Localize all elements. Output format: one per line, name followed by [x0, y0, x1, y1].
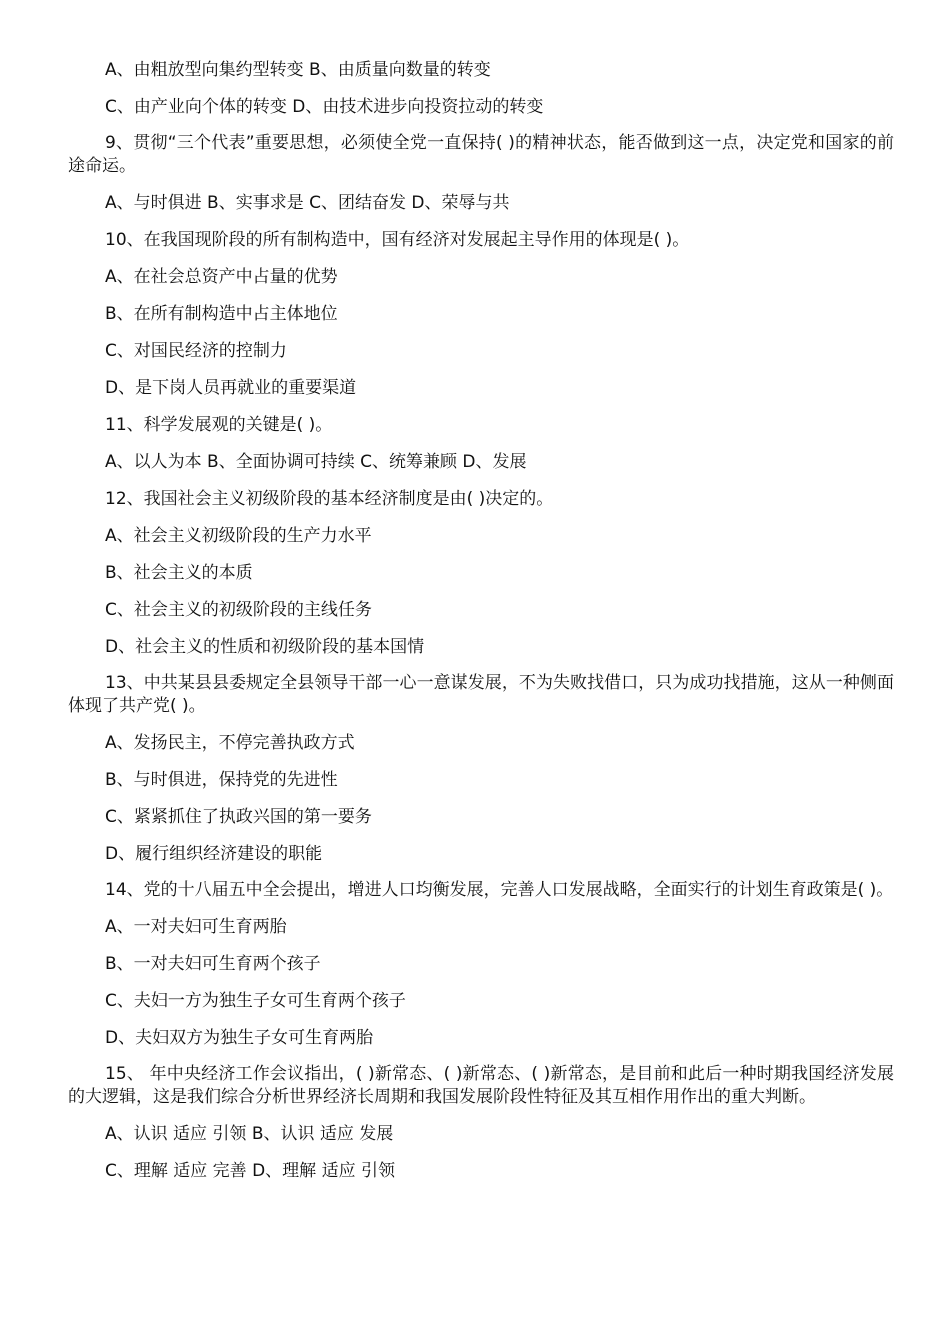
question-13: 13、中共某县县委规定全县领导干部一心一意谋发展，不为失败找借口，只为成功找措施，这从一种侧面体现了共产党( )。	[68, 673, 894, 716]
question-14: 14、党的十八届五中全会提出，增进人口均衡发展，完善人口发展战略，全面实行的计划生育政策是( )。	[105, 880, 894, 900]
option-line: A、社会主义初级阶段的生产力水平	[105, 526, 372, 546]
question-15: 15、 年中央经济工作会议指出，( )新常态、( )新常态、( )新常态，是目前和此后一种时期我国经济发展的大逻辑，这是我们综合分析世界经济长周期和我国发展阶段性特征及其互相作用作出的重大判断。	[68, 1064, 894, 1107]
option-line: A、一对夫妇可生育两胎	[105, 917, 287, 937]
question-9: 9、贯彻“三个代表”重要思想，必须使全党一直保持( )的精神状态，能否做到这一点，决定党和国家的前途命运。	[68, 133, 894, 176]
option-line: D、履行组织经济建设的职能	[105, 844, 323, 864]
option-line: C、理解 适应 完善 D、理解 适应 引领	[105, 1161, 395, 1181]
option-line: C、由产业向个体的转变 D、由技术进步向投资拉动的转变	[105, 97, 544, 117]
option-line: D、社会主义的性质和初级阶段的基本国情	[105, 637, 425, 657]
option-line: C、夫妇一方为独生子女可生育两个孩子	[105, 991, 406, 1011]
option-line: A、与时俱进 B、实事求是 C、团结奋发 D、荣辱与共	[105, 193, 510, 213]
option-line: B、社会主义的本质	[105, 563, 253, 583]
option-line: A、认识 适应 引领 B、认识 适应 发展	[105, 1124, 394, 1144]
option-line: D、夫妇双方为独生子女可生育两胎	[105, 1028, 374, 1048]
option-line: B、在所有制构造中占主体地位	[105, 304, 338, 324]
option-line: C、社会主义的初级阶段的主线任务	[105, 600, 372, 620]
option-line: A、由粗放型向集约型转变 B、由质量向数量的转变	[105, 60, 491, 80]
option-line: B、一对夫妇可生育两个孩子	[105, 954, 321, 974]
option-line: C、紧紧抓住了执政兴国的第一要务	[105, 807, 372, 827]
option-line: C、对国民经济的控制力	[105, 341, 287, 361]
option-line: D、是下岗人员再就业的重要渠道	[105, 378, 357, 398]
question-12: 12、我国社会主义初级阶段的基本经济制度是由( )决定的。	[105, 489, 554, 509]
option-line: A、发扬民主，不停完善执政方式	[105, 733, 355, 753]
option-line: A、以人为本 B、全面协调可持续 C、统筹兼顾 D、发展	[105, 452, 527, 472]
option-line: B、与时俱进，保持党的先进性	[105, 770, 338, 790]
document-page	[68, 58, 894, 1196]
question-11: 11、科学发展观的关键是( )。	[105, 415, 333, 435]
option-line: A、在社会总资产中占量的优势	[105, 267, 338, 287]
question-10: 10、在我国现阶段的所有制构造中，国有经济对发展起主导作用的体现是( )。	[105, 230, 690, 250]
